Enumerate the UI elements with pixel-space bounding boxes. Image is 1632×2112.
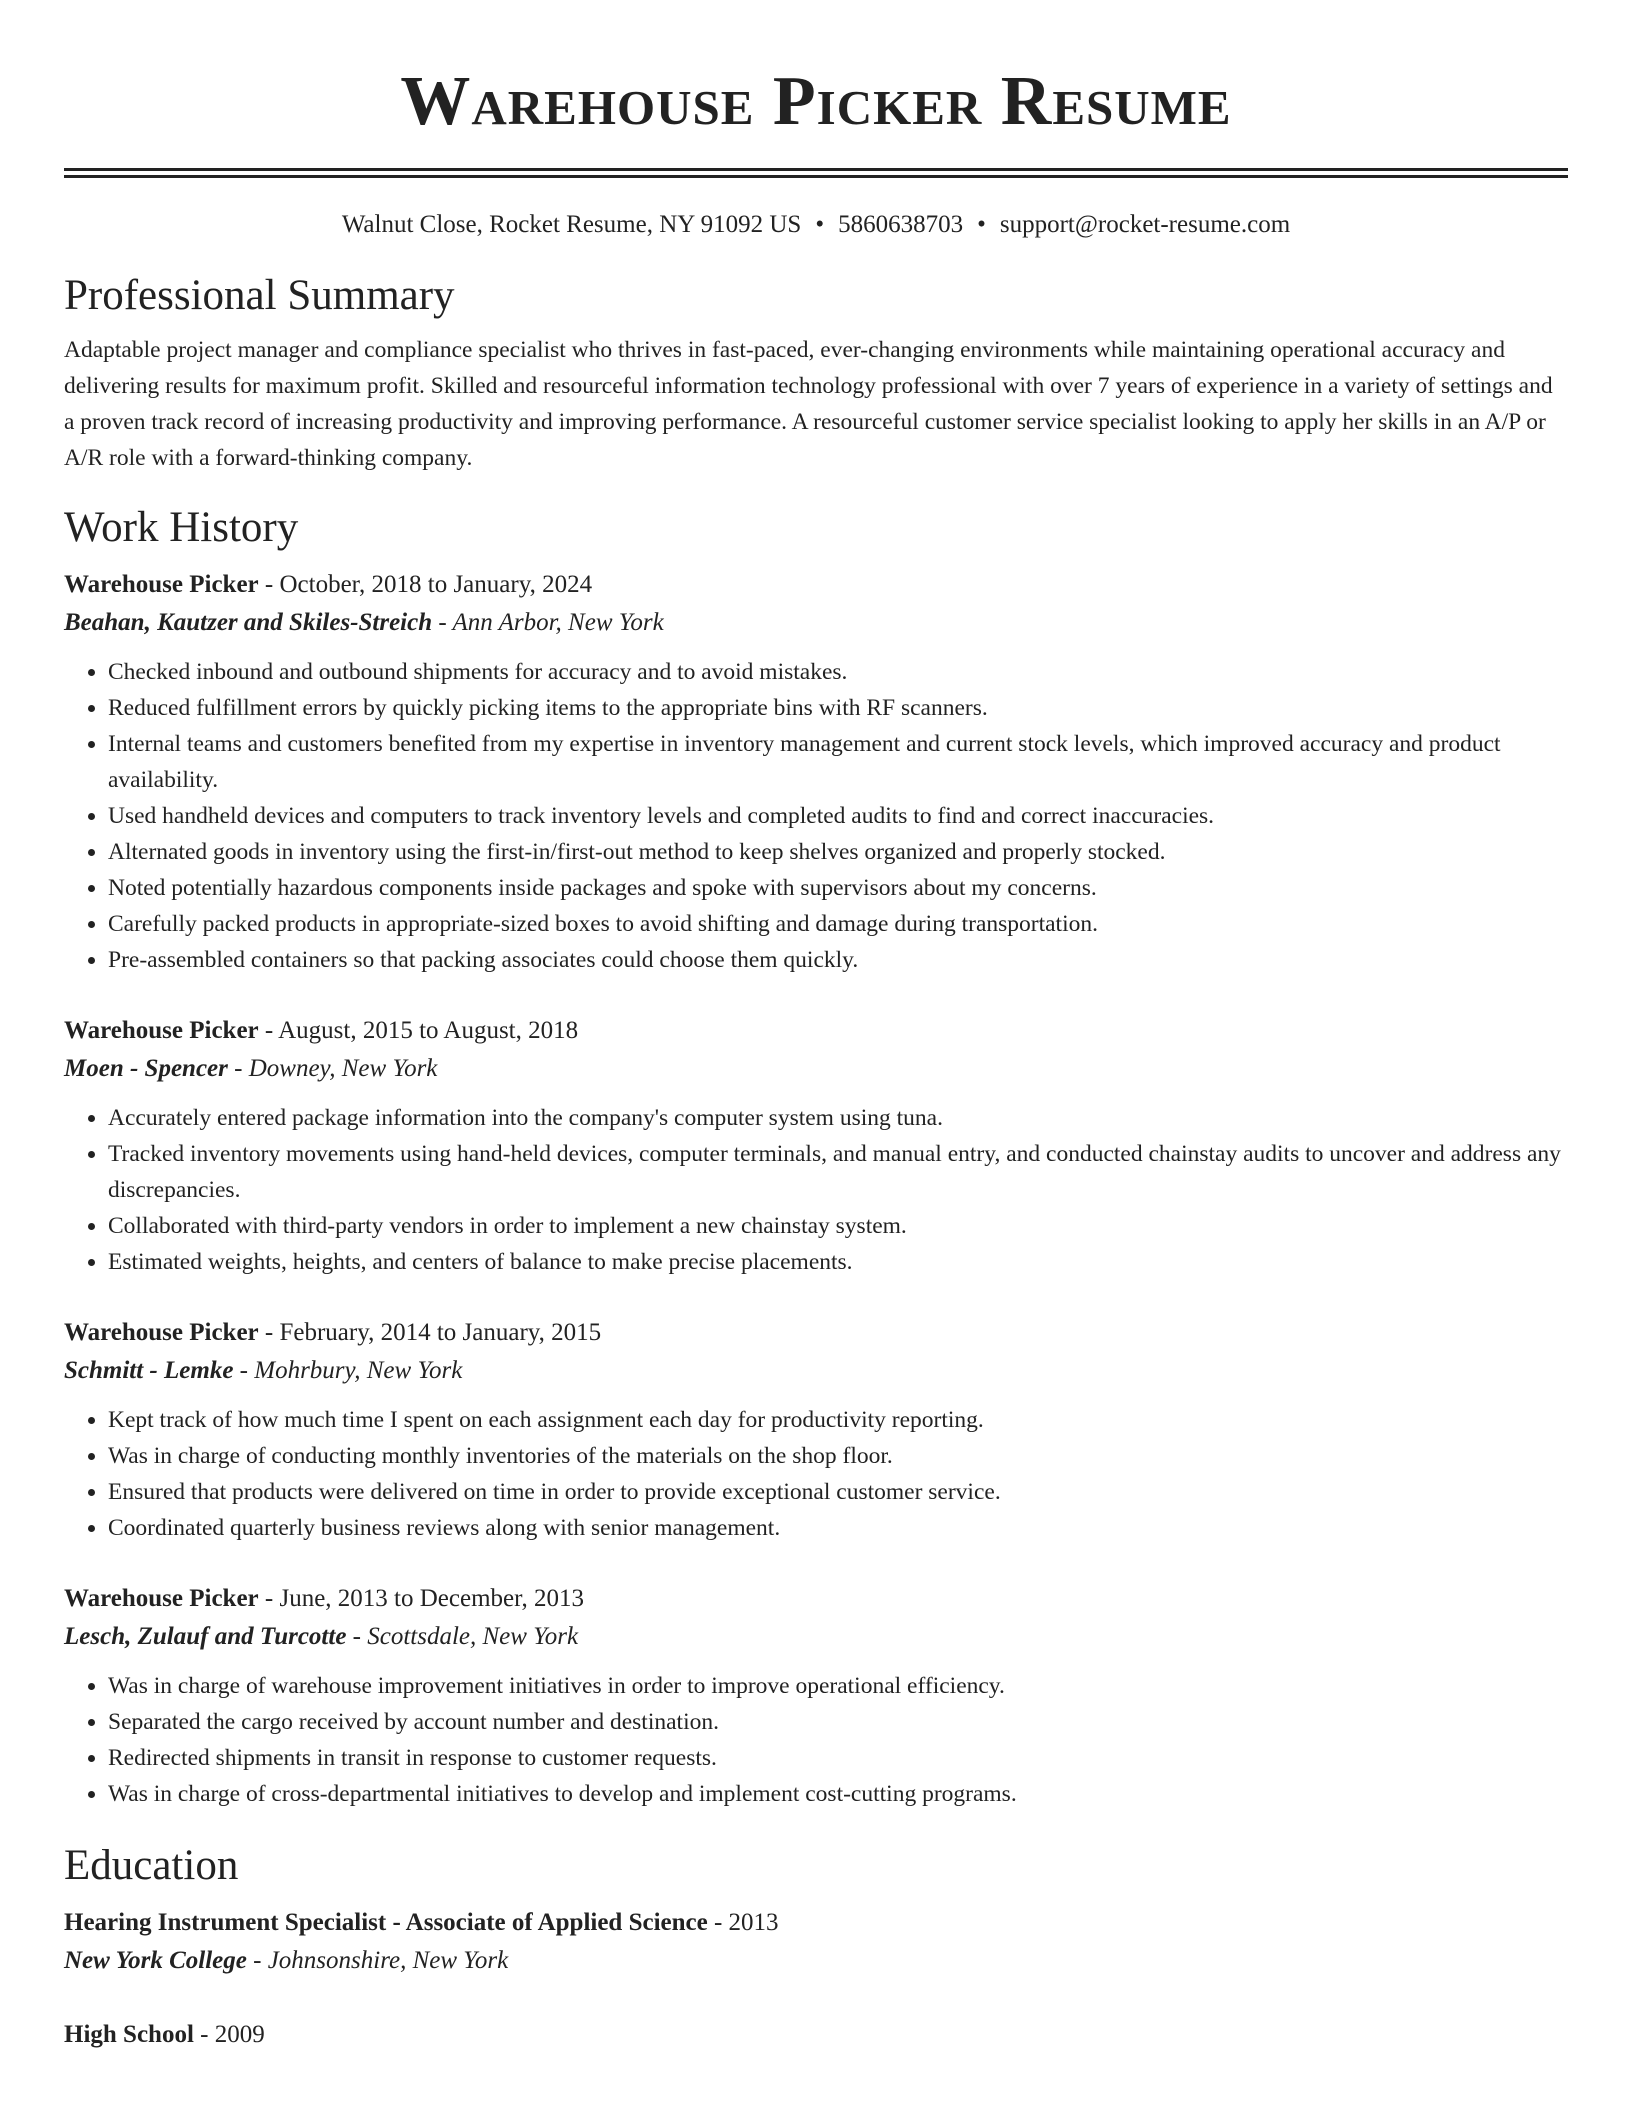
job-title: Warehouse Picker bbox=[64, 1319, 259, 1346]
education-entry bbox=[64, 2016, 1568, 2054]
work-history-list bbox=[64, 566, 1568, 1812]
list-item: • Was in charge of cross-departmental initiatives to develop and implement cost-cutting programs. bbox=[108, 1776, 1568, 1812]
list-item: • Was in charge of conducting monthly inventories of the materials on the shop floor. bbox=[108, 1438, 1568, 1474]
education-list bbox=[64, 1904, 1568, 2054]
degree-year: - 2013 bbox=[707, 1909, 779, 1936]
list-item: • Collaborated with third-party vendors in order to implement a new chainstay system. bbox=[108, 1208, 1568, 1244]
job-title: Warehouse Picker bbox=[64, 1017, 259, 1044]
resume-page bbox=[64, 0, 1568, 2054]
job-entry bbox=[64, 566, 1568, 978]
list-item: • Redirected shipments in transit in response to customer requests. bbox=[108, 1740, 1568, 1776]
company-line bbox=[64, 1352, 1568, 1390]
list-item: • Ensured that products were delivered on time in order to provide exceptional customer service. bbox=[108, 1474, 1568, 1510]
company-name: Lesch, Zulauf and Turcotte bbox=[64, 1623, 347, 1650]
job-entry bbox=[64, 1012, 1568, 1280]
company-name: Beahan, Kautzer and Skiles-Streich bbox=[64, 609, 433, 636]
list-item: • Checked inbound and outbound shipments for accuracy and to avoid mistakes. bbox=[108, 654, 1568, 690]
list-item: • Alternated goods in inventory using the first-in/first-out method to keep shelves organized and properly stocked. bbox=[108, 834, 1568, 870]
list-item: • Tracked inventory movements using hand-held devices, computer terminals, and manual entry, and conducted chainstay audits to uncover and address any discrepancies. bbox=[108, 1136, 1568, 1208]
job-bullets bbox=[64, 1668, 1568, 1812]
list-item: • Reduced fulfillment errors by quickly picking items to the appropriate bins with RF scanners. bbox=[108, 690, 1568, 726]
company-name: Schmitt - Lemke bbox=[64, 1357, 234, 1384]
list-item: • Internal teams and customers benefited from my expertise in inventory management and current stock levels, which improved accuracy and product availability. bbox=[108, 726, 1568, 798]
job-bullets bbox=[64, 1402, 1568, 1546]
contact-phone: 5860638703 bbox=[838, 211, 964, 238]
contact-separator: • bbox=[977, 211, 986, 238]
company-name: Moen - Spencer bbox=[64, 1055, 228, 1082]
list-item: • Noted potentially hazardous components inside packages and spoke with supervisors about my concerns. bbox=[108, 870, 1568, 906]
company-location: - Downey, New York bbox=[227, 1055, 438, 1082]
list-item: • Separated the cargo received by account number and destination. bbox=[108, 1704, 1568, 1740]
degree-year: - 2009 bbox=[193, 2021, 265, 2048]
list-item: • Carefully packed products in appropriate-sized boxes to avoid shifting and damage during transportation. bbox=[108, 906, 1568, 942]
degree-name: Hearing Instrument Specialist - Associate of Applied Science bbox=[64, 1909, 708, 1936]
company-location: - Scottsdale, New York bbox=[346, 1623, 579, 1650]
degree-name: High School bbox=[64, 2021, 194, 2048]
list-item: • Kept track of how much time I spent on each assignment each day for productivity reporting. bbox=[108, 1402, 1568, 1438]
list-item: • Estimated weights, heights, and centers of balance to make precise placements. bbox=[108, 1244, 1568, 1280]
job-bullets bbox=[64, 1100, 1568, 1280]
list-item: • Pre-assembled containers so that packing associates could choose them quickly. bbox=[108, 942, 1568, 978]
job-title-line bbox=[64, 566, 1568, 604]
school-location: - Johnsonshire, New York bbox=[246, 1947, 509, 1974]
company-line bbox=[64, 1050, 1568, 1088]
job-title: Warehouse Picker bbox=[64, 571, 259, 598]
job-title-line bbox=[64, 1314, 1568, 1352]
list-item: • Accurately entered package information into the company's computer system using tuna. bbox=[108, 1100, 1568, 1136]
list-item: • Coordinated quarterly business reviews along with senior management. bbox=[108, 1510, 1568, 1546]
job-entry bbox=[64, 1580, 1568, 1812]
job-dates: - February, 2014 to January, 2015 bbox=[258, 1319, 602, 1346]
summary-heading: Professional Summary bbox=[64, 272, 455, 319]
job-title-line bbox=[64, 1012, 1568, 1050]
company-location: - Mohrbury, New York bbox=[233, 1357, 463, 1384]
job-dates: - October, 2018 to January, 2024 bbox=[258, 571, 593, 598]
contact-separator: • bbox=[815, 211, 825, 238]
education-entry bbox=[64, 1904, 1568, 1980]
school-line bbox=[64, 1942, 1568, 1980]
contact-address: Walnut Close, Rocket Resume, NY 91092 US bbox=[341, 211, 802, 238]
education-heading: Education bbox=[64, 1842, 239, 1889]
work-history-heading: Work History bbox=[64, 504, 299, 551]
company-location: - Ann Arbor, New York bbox=[432, 609, 664, 636]
degree-line bbox=[64, 1904, 1568, 1942]
company-line bbox=[64, 604, 1568, 642]
company-line bbox=[64, 1618, 1568, 1656]
summary-text: Adaptable project manager and compliance specialist who thrives in fast-paced, ever-changing environments while maintaining operational accuracy and delivering results for maximum profit. Skilled and resourceful information technology professional with over 7 years of experience in a variety of settings and a proven track record of increasing productivity and improving performance. A resourceful customer service specialist looking to apply her skills in an A/P or A/R role with a forward-thinking company. bbox=[64, 337, 1553, 471]
school-name: New York College bbox=[64, 1947, 247, 1974]
resume-title: Warehouse Picker Resume bbox=[400, 63, 1232, 140]
job-title-line bbox=[64, 1580, 1568, 1618]
job-title: Warehouse Picker bbox=[64, 1585, 259, 1612]
job-dates: - August, 2015 to August, 2018 bbox=[258, 1017, 579, 1044]
list-item: • Used handheld devices and computers to track inventory levels and completed audits to find and correct inaccuracies. bbox=[108, 798, 1568, 834]
contact-line bbox=[64, 208, 1568, 242]
job-bullets bbox=[64, 654, 1568, 978]
list-item: • Was in charge of warehouse improvement initiatives in order to improve operational efficiency. bbox=[108, 1668, 1568, 1704]
contact-email: support@rocket-resume.com bbox=[999, 211, 1291, 238]
title-double-rule bbox=[64, 168, 1568, 178]
degree-line bbox=[64, 2016, 1568, 2054]
job-dates: - June, 2013 to December, 2013 bbox=[258, 1585, 584, 1612]
job-entry bbox=[64, 1314, 1568, 1546]
